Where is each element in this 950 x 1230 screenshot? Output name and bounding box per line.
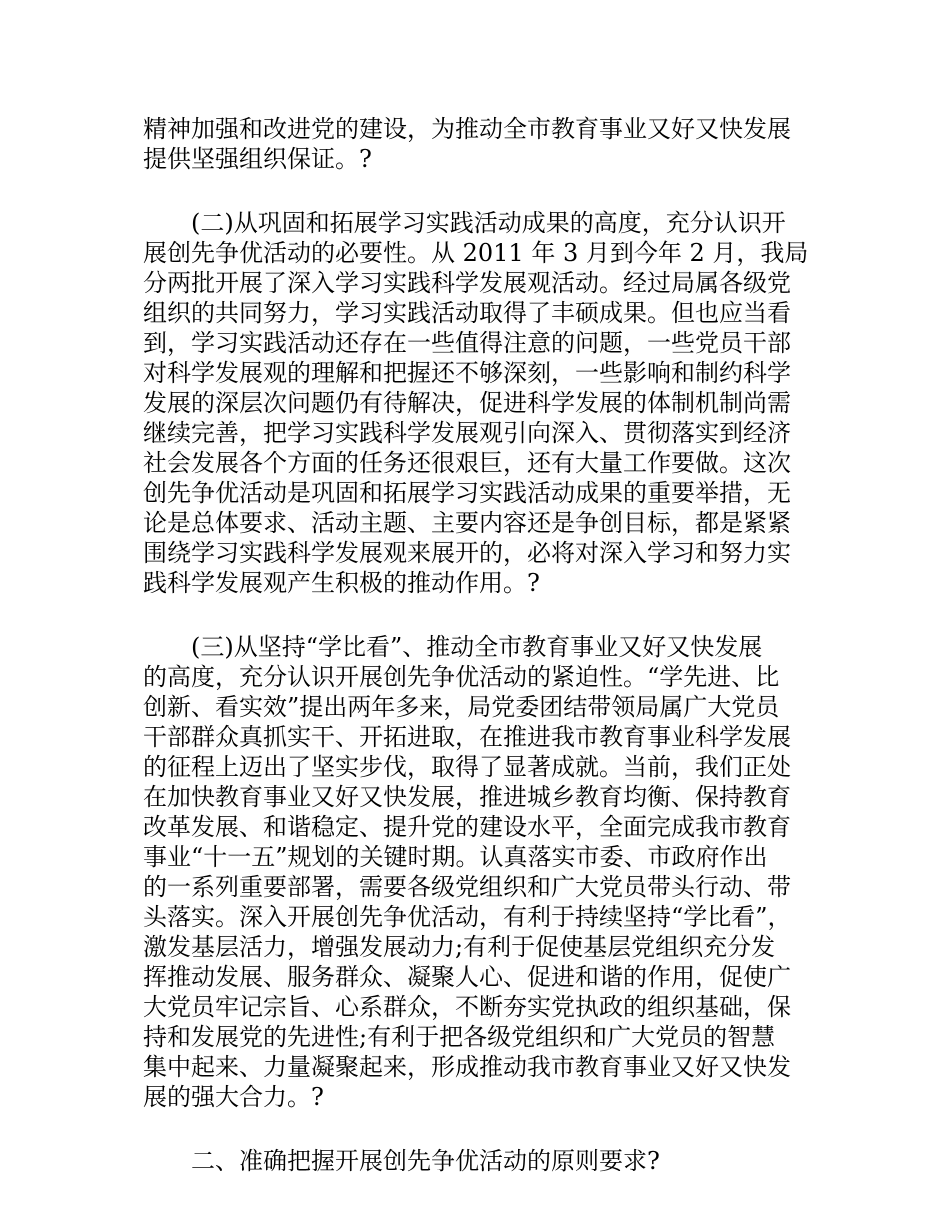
text-line: 继续完善，把学习实践科学发展观引向深入、贯彻落实到经济 <box>143 419 791 447</box>
text-line: 创新、看实效”提出两年多来，局党委团结带领局属广大党员 <box>143 693 780 721</box>
text-line: (三)从坚持“学比看”、推动全市教育事业又好又快发展 <box>191 633 763 661</box>
text-line: 社会发展各个方面的任务还很艰巨，还有大量工作要做。这次 <box>143 449 791 477</box>
text-line: 大党员牢记宗旨、心系群众，不断夯实党执政的组织基础，保 <box>143 993 791 1021</box>
text-line: (二)从巩固和拓展学习实践活动成果的高度，充分认识开 <box>191 209 786 237</box>
text-line: 展的强大合力。? <box>143 1083 324 1111</box>
text-line: 头落实。深入开展创先争优活动，有利于持续坚持“学比看”， <box>143 903 792 931</box>
text-line: 激发基层活力，增强发展动力;有利于促使基层党组织充分发 <box>143 933 776 961</box>
text-line: 展创先争优活动的必要性。从 2011 年 3 月到今年 2 月，我局 <box>143 239 809 267</box>
text-line: 创先争优活动是巩固和拓展学习实践活动成果的重要举措，无 <box>143 479 791 507</box>
text-line: 精神加强和改进党的建设，为推动全市教育事业又好又快发展 <box>143 115 791 143</box>
paragraph-section-2 <box>143 208 823 598</box>
text-line: 践科学发展观产生积极的推动作用。? <box>143 569 540 597</box>
text-line: 组织的共同努力，学习实践活动取得了丰硕成果。但也应当看 <box>143 299 791 327</box>
text-line: 论是总体要求、活动主题、主要内容还是争创目标，都是紧紧 <box>143 509 791 537</box>
text-line: 到，学习实践活动还存在一些值得注意的问题，一些党员干部 <box>143 329 791 357</box>
text-line: 对科学发展观的理解和把握还不够深刻，一些影响和制约科学 <box>143 359 791 387</box>
text-line: 事业“十一五”规划的关键时期。认真落实市委、市政府作出 <box>143 843 768 871</box>
text-line: 的征程上迈出了坚实步伐，取得了显著成就。当前，我们正处 <box>143 753 791 781</box>
text-line: 干部群众真抓实干、开拓进取，在推进我市教育事业科学发展 <box>143 723 791 751</box>
text-line: 分两批开展了深入学习实践科学发展观活动。经过局属各级党 <box>143 269 791 297</box>
text-line: 持和发展党的先进性;有利于把各级党组织和广大党员的智慧 <box>143 1023 776 1051</box>
text-line: 集中起来、力量凝聚起来，形成推动我市教育事业又好又快发 <box>143 1053 791 1081</box>
text-line: 改革发展、和谐稳定、提升党的建设水平，全面完成我市教育 <box>143 813 791 841</box>
paragraph-intro-continuation <box>143 114 823 174</box>
paragraph-section-3 <box>143 632 823 1112</box>
text-line: 在加快教育事业又好又快发展，推进城乡教育均衡、保持教育 <box>143 783 791 811</box>
document-body <box>143 114 823 1176</box>
text-line: 提供坚强组织保证。? <box>143 145 372 173</box>
text-line: 的高度，充分认识开展创先争优活动的紧迫性。“学先进、比 <box>143 663 780 691</box>
text-line: 的一系列重要部署，需要各级党组织和广大党员带头行动、带 <box>143 873 791 901</box>
text-line: 围绕学习实践科学发展观来展开的，必将对深入学习和努力实 <box>143 539 791 567</box>
heading-line: 二、准确把握开展创先争优活动的原则要求? <box>191 1147 660 1175</box>
text-line: 发展的深层次问题仍有待解决，促进科学发展的体制机制尚需 <box>143 389 791 417</box>
text-line: 挥推动发展、服务群众、凝聚人心、促进和谐的作用，促使广 <box>143 963 791 991</box>
section-heading <box>143 1146 823 1176</box>
